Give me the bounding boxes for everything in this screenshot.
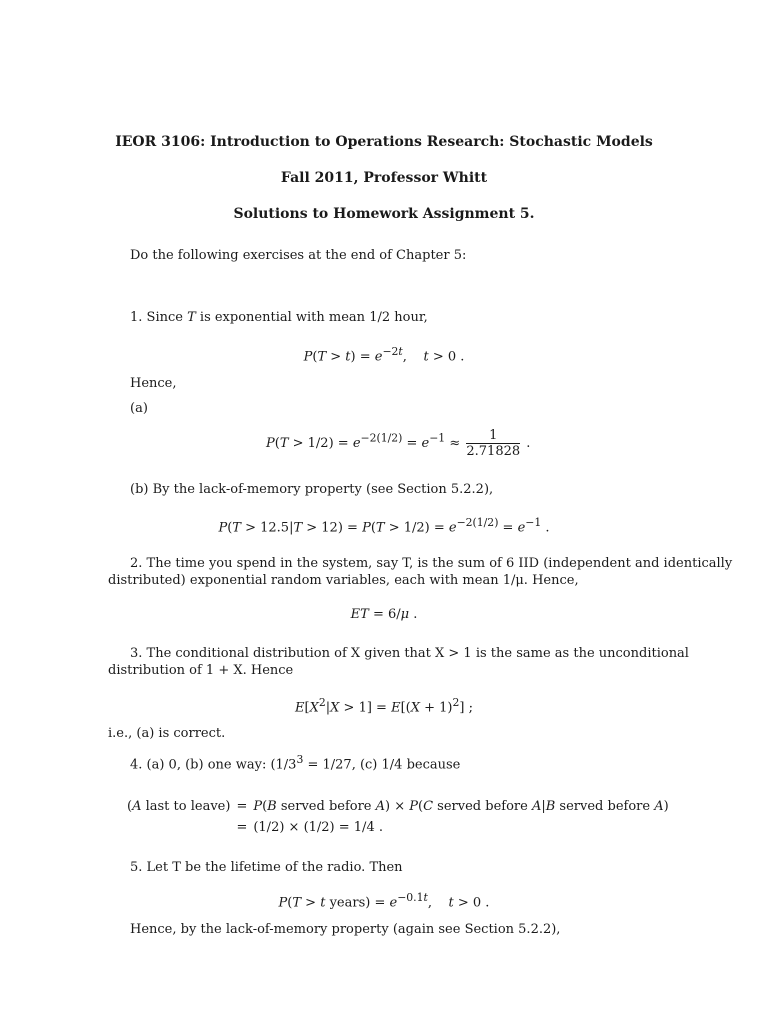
term-line: Fall 2011, Professor Whitt [280,170,488,186]
p5-text: 5. Let T be the lifetime of the radio. Then [130,860,403,875]
equation-1a: $P(T > 1/2) = e^{-2(1/2)} = e^{-1}$ ≈ $\frac{1}{2.71828}$ . [266,428,531,459]
p1-hence: Hence, [130,376,177,391]
p3-after: i.e., (a) is correct. [108,726,226,741]
p2-line1: 2. The time you spend in the system, say T, is the sum of 6 IID (independent and identically [130,556,733,571]
p4-text-end: = 1/27, (c) 1/4 because [303,757,461,773]
p4-text: 4. (a) 0, (b) one way: ($1/3^3 = 1/27$, (c) 1/4 because [130,753,461,773]
document-title: Solutions to Homework Assignment 5. [233,206,535,222]
p1-lead: 1. Since [130,310,183,325]
fraction-numerator: 1 [466,428,520,444]
fraction [466,428,520,459]
p1-var: T [187,310,196,325]
p3-line2: distribution of 1 + X. Hence [108,663,294,678]
equation-survival: $P(T > t) = e^{-2t}$, t > 0 . [303,345,465,365]
p2-line2: distributed) exponential random variables, each with mean 1/μ. Hence, [108,573,579,588]
p1-statement [130,309,428,326]
equation-4-aligned: (A last to leave) = P(B served before A) × P(C served before A|B served before A) = (1/2) × (1/2) = 1/4 . [127,799,669,835]
equation-2: ET = 6/μ . [350,607,418,622]
p1-text: is exponential with mean 1/2 hour, [199,310,428,325]
equation-3: $E[X^2|X > 1] = E[(X + 1)^2]$ ; [295,696,473,716]
p1-b-text: (b) By the lack-of-memory property (see Section 5.2.2), [130,482,494,497]
equation-1b: $P(T > 12.5|T > 12) = P(T > 1/2) = e^{-2(1/2)} = e^{-1}$ . [218,516,550,536]
p3-line1: 3. The conditional distribution of X given that X > 1 is the same as the unconditional [130,646,689,661]
equation-5: P(T > t years) = $e^{-0.1t}$, t > 0 . [278,891,490,911]
p1-a-label: (a) [130,401,148,416]
p4-text-start: 4. (a) 0, (b) one way: (1/3 [130,757,297,773]
course-title: IEOR 3106: Introduction to Operations Research: Stochastic Models [115,134,653,150]
p5-hence: Hence, by the lack-of-memory property (again see Section 5.2.2), [130,922,561,937]
intro-text: Do the following exercises at the end of Chapter 5: [130,248,467,263]
fraction-denominator: 2.71828 [466,444,521,459]
